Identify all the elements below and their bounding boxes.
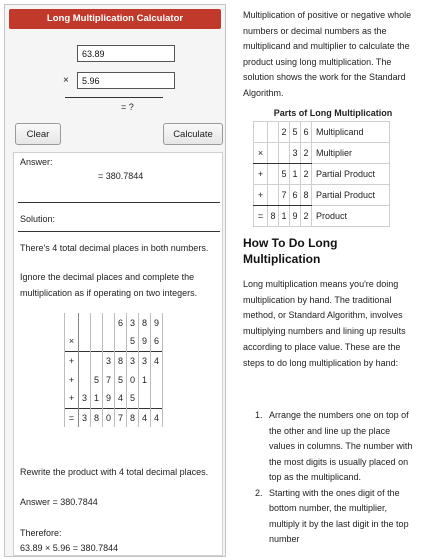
- grid-row: [65, 370, 163, 389]
- step-text: Arrange the numbers one on top of the other and line up the place values in columns. The number with the most digits is usually placed on top as the multiplicand.: [269, 410, 413, 482]
- parts-digit: [268, 185, 279, 206]
- calculator-panel: [4, 4, 226, 557]
- grid-operator: +: [65, 370, 79, 389]
- section-heading: How To Do Long Multiplication: [243, 236, 338, 266]
- grid-digit: 8: [115, 351, 127, 370]
- grid-digit: 5: [115, 370, 127, 389]
- grid-operator: =: [65, 408, 79, 427]
- parts-operator: +: [254, 185, 268, 206]
- grid-digit: 4: [139, 408, 151, 427]
- grid-digit: [139, 389, 151, 408]
- parts-digit: 6: [301, 122, 312, 143]
- parts-digit: 8: [268, 206, 279, 227]
- parts-row: [254, 143, 390, 164]
- parts-digit: 8: [301, 185, 312, 206]
- parts-digit: 6: [290, 185, 301, 206]
- parts-digit: 5: [290, 122, 301, 143]
- multiplicand-input[interactable]: [77, 45, 175, 62]
- ignore-note: Ignore the decimal places and complete the multiplication as if operating on two integers.: [20, 272, 198, 298]
- parts-digit: 2: [279, 122, 290, 143]
- parts-digit: 1: [290, 164, 301, 185]
- clear-button[interactable]: Clear: [15, 123, 61, 145]
- solution-label: Solution:: [20, 214, 56, 224]
- parts-row: [254, 122, 390, 143]
- parts-label: Product: [312, 206, 390, 227]
- grid-digit: 6: [115, 313, 127, 332]
- grid-digit: [151, 370, 163, 389]
- step-text: Starting with the ones digit of the bottom number, the multiplier, multiply it by the last digit in the top number: [269, 487, 409, 544]
- times-icon: ×: [63, 75, 69, 86]
- parts-operator: =: [254, 206, 268, 227]
- grid-digit: 4: [115, 389, 127, 408]
- parts-digit: 2: [301, 206, 312, 227]
- grid-digit: [151, 389, 163, 408]
- grid-digit: 9: [151, 313, 163, 332]
- parts-operator: +: [254, 164, 268, 185]
- answer-label: Answer:: [20, 157, 53, 167]
- parts-digit: 5: [279, 164, 290, 185]
- grid-digit: [91, 332, 103, 351]
- grid-digit: 5: [127, 332, 139, 351]
- sum-line: [65, 97, 163, 98]
- grid-digit: 9: [103, 389, 115, 408]
- parts-digit: 1: [279, 206, 290, 227]
- grid-row: [65, 313, 163, 332]
- grid-digit: 4: [151, 408, 163, 427]
- list-item: [255, 486, 415, 548]
- divider: [18, 202, 220, 203]
- parts-row: [254, 185, 390, 206]
- grid-digit: [79, 351, 91, 370]
- grid-digit: 1: [91, 389, 103, 408]
- parts-label: Partial Product: [312, 185, 390, 206]
- grid-operator: ×: [65, 332, 79, 351]
- answer-value: = 380.7844: [98, 171, 144, 181]
- rewrite-note: Rewrite the product with 4 total decimal places.: [20, 467, 209, 477]
- body-text: Long multiplication means you're doing multiplication by hand. The traditional method, or Standard Algorithm, involves multiplying numbers and lining up results according to place value. These are the steps to do long multiplication by hand:: [243, 279, 406, 368]
- grid-digit: 4: [151, 351, 163, 370]
- grid-digit: [91, 313, 103, 332]
- grid-operator: +: [65, 351, 79, 370]
- parts-title: Parts of Long Multiplication: [273, 108, 393, 118]
- parts-digit: 7: [279, 185, 290, 206]
- grid-digit: [103, 332, 115, 351]
- list-item: [255, 408, 415, 486]
- parts-digit: 2: [301, 164, 312, 185]
- multiplication-grid: [64, 313, 163, 427]
- parts-label: Multiplicand: [312, 122, 390, 143]
- parts-table: [253, 121, 390, 227]
- parts-digit: 9: [290, 206, 301, 227]
- parts-digit: 3: [290, 143, 301, 164]
- parts-operator: ×: [254, 143, 268, 164]
- grid-digit: 6: [151, 332, 163, 351]
- grid-digit: 1: [139, 370, 151, 389]
- steps-list: [255, 408, 415, 548]
- grid-digit: 7: [103, 370, 115, 389]
- grid-row: [65, 389, 163, 408]
- calculate-button[interactable]: Calculate: [163, 123, 223, 145]
- grid-operator: +: [65, 389, 79, 408]
- grid-digit: [115, 332, 127, 351]
- grid-row: [65, 408, 163, 427]
- parts-digit: 2: [301, 143, 312, 164]
- decimal-note: There's 4 total decimal places in both numbers.: [20, 243, 209, 253]
- grid-operator: [65, 313, 79, 332]
- multiplier-input[interactable]: [77, 72, 175, 89]
- parts-label: Multiplier: [312, 143, 390, 164]
- grid-digit: 3: [127, 351, 139, 370]
- grid-digit: 3: [103, 351, 115, 370]
- parts-digit: [268, 143, 279, 164]
- parts-digit: [268, 164, 279, 185]
- step-number: 1.: [255, 410, 263, 420]
- equals-placeholder: = ?: [121, 102, 134, 112]
- parts-digit: [268, 122, 279, 143]
- parts-row: [254, 164, 390, 185]
- grid-digit: 7: [115, 408, 127, 427]
- intro-text: Multiplication of positive or negative whole numbers or decimal numbers as the multiplicand and multiplier to calculate the product using long multiplication. The solution shows the work for the Standard Algorithm.: [243, 10, 412, 98]
- grid-digit: 8: [127, 408, 139, 427]
- grid-digit: 3: [79, 389, 91, 408]
- grid-digit: 3: [79, 408, 91, 427]
- grid-digit: [79, 313, 91, 332]
- grid-digit: 0: [103, 408, 115, 427]
- parts-label: Partial Product: [312, 164, 390, 185]
- final-answer: Answer = 380.7844: [20, 497, 98, 507]
- results-panel: [13, 152, 223, 556]
- parts-operator: [254, 122, 268, 143]
- grid-digit: 9: [139, 332, 151, 351]
- grid-digit: [79, 332, 91, 351]
- therefore-label: Therefore:: [20, 528, 62, 538]
- grid-digit: 8: [139, 313, 151, 332]
- grid-digit: 3: [127, 313, 139, 332]
- divider: [18, 231, 220, 232]
- grid-row: [65, 351, 163, 370]
- step-number: 2.: [255, 487, 263, 498]
- grid-row: [65, 332, 163, 351]
- grid-digit: 0: [127, 370, 139, 389]
- grid-digit: [91, 351, 103, 370]
- grid-digit: [79, 370, 91, 389]
- parts-row: [254, 206, 390, 227]
- grid-digit: 5: [127, 389, 139, 408]
- grid-digit: [103, 313, 115, 332]
- grid-digit: 3: [139, 351, 151, 370]
- therefore-value: 63.89 × 5.96 = 380.7844: [20, 543, 119, 553]
- grid-digit: 5: [91, 370, 103, 389]
- calculator-title: Long Multiplication Calculator: [9, 9, 221, 29]
- parts-digit: [279, 143, 290, 164]
- grid-digit: 8: [91, 408, 103, 427]
